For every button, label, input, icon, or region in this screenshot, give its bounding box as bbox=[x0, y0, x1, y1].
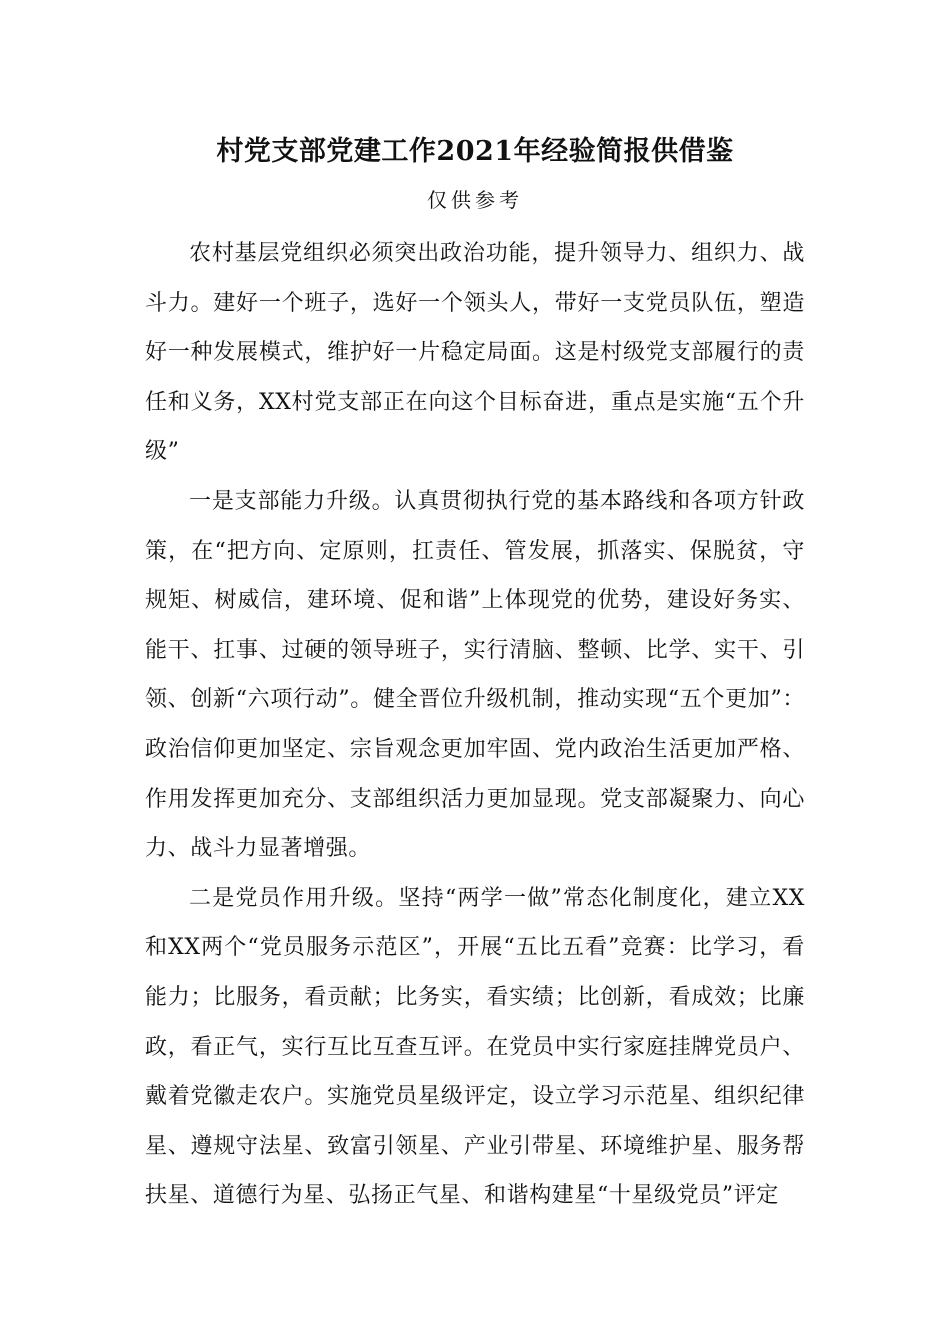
document-body bbox=[145, 229, 805, 1221]
paragraph: 二是党员作用升级。坚持“两学一做”常态化制度化，建立XX和XX两个“党员服务示范区”，开展“五比五看”竞赛：比学习，看能力；比服务，看贡献；比务实，看实绩；比创新，看成效；比廉政，看正气，实行互比互查互评。在党员中实行家庭挂牌党员户、戴着党徽走农户。实施党员星级评定，设立学习示范星、组织纪律星、遵规守法星、致富引领星、产业引带星、环境维护星、服务帮扶星、道德行为星、弘扬正气星、和谐构建星“十星级党员”评定 bbox=[145, 885, 805, 1209]
paragraph: 一是支部能力升级。认真贯彻执行党的基本路线和各项方针政策，在“把方向、定原则，扛责任、管发展，抓落实、保脱贫，守规矩、树威信，建环境、促和谐”上体现党的优势，建设好务实、能干、扛事、过硬的领导班子，实行清脑、整顿、比学、实干、引领、创新“六项行动”。健全晋位升级机制，推动实现“五个更加”：政治信仰更加坚定、宗旨观念更加牢固、党内政治生活更加严格、作用发挥更加充分、支部组织活力更加显现。党支部凝聚力、向心力、战斗力显著增强。 bbox=[145, 488, 805, 862]
paragraph: 农村基层党组织必须突出政治功能，提升领导力、组织力、战斗力。建好一个班子，选好一个领头人，带好一支党员队伍，塑造好一种发展模式，维护好一片稳定局面。这是村级党支部履行的责任和义务，XX村党支部正在向这个目标奋进，重点是实施“五个升级” bbox=[145, 241, 805, 465]
document-title: 村党支部党建工作2021年经验简报供借鉴 bbox=[216, 136, 734, 167]
document-subtitle: 仅供参考 bbox=[427, 188, 523, 212]
